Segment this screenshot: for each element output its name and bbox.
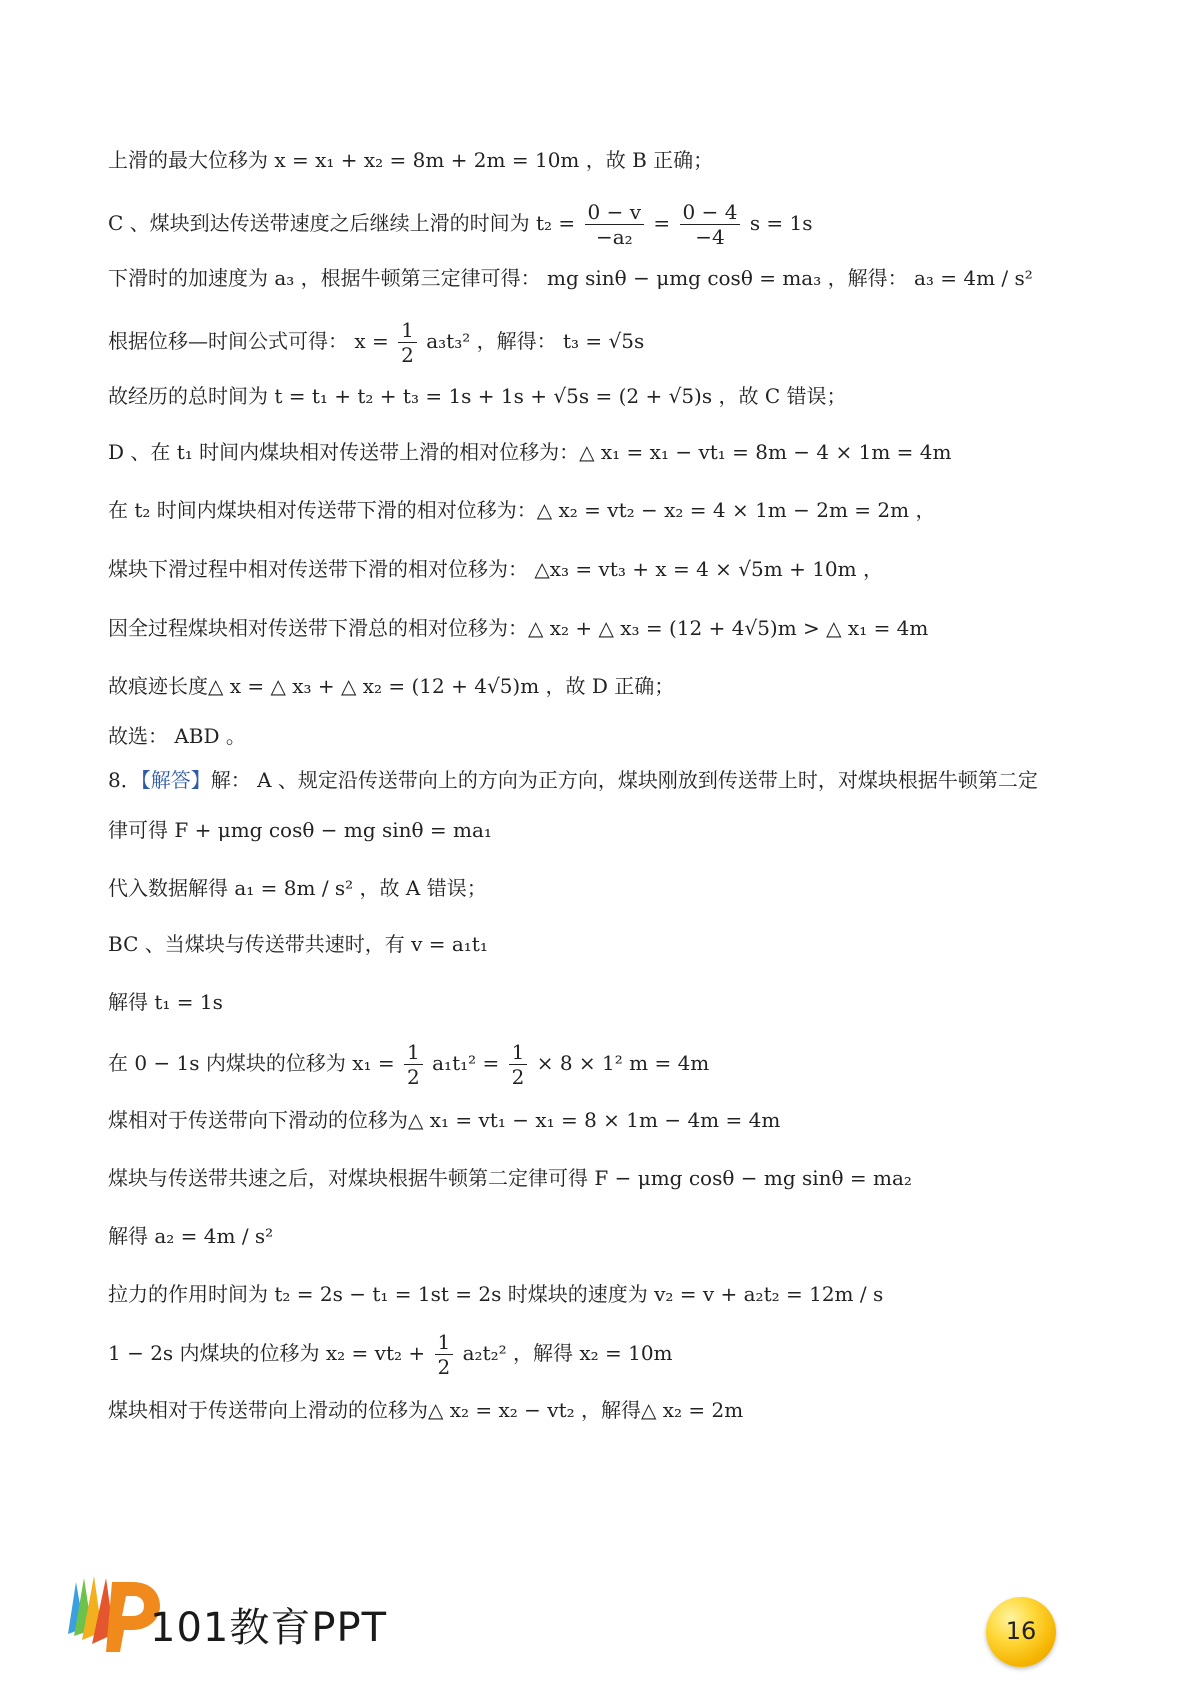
text-line-with-fraction: 根据位移—时间公式可得： x = $\frac{1}{2}$ a₃t₃² ，解得： t₃ = √5s	[108, 318, 645, 367]
text-line: 代入数据解得 a₁ = 8m / s² ，故 A 错误；	[108, 876, 487, 900]
brand-name: 101教育PPT	[150, 1605, 388, 1651]
text-line: 因全过程煤块相对传送带下滑总的相对位移为：△ x₂ + △ x₃ = (12 + 4√5)m > △ x₁ = 4m	[108, 616, 929, 640]
fraction: $\frac{1}{2}$	[398, 318, 417, 367]
text-line: 解得 a₂ = 4m / s²	[108, 1224, 274, 1248]
fraction: $\frac{0 - 4}{-4}$	[680, 200, 741, 249]
text-line-with-fraction: 在 0 − 1s 内煤块的位移为 x₁ = $\frac{1}{2}$ a₁t₁² = $\frac{1}{2}$ × 8 × 1² m = 4m	[108, 1040, 710, 1089]
text-line: 煤块相对于传送带向上滑动的位移为△ x₂ = x₂ − vt₂ ，解得△ x₂ = 2m	[108, 1398, 744, 1422]
page-number: 16	[1005, 1617, 1037, 1645]
text-line: 下滑时的加速度为 a₃ ，根据牛顿第三定律可得： mg sinθ − μmg cosθ = ma₃ ，解得： a₃ = 4m / s²	[108, 266, 1033, 290]
fraction: $\frac{1}{2}$	[435, 1330, 454, 1379]
text-line: 煤块与传送带共速之后，对煤块根据牛顿第二定律可得 F − μmg cosθ − mg sinθ = ma₂	[108, 1166, 912, 1190]
text-line: 故选： ABD 。	[108, 724, 246, 748]
text-line: 解得 t₁ = 1s	[108, 990, 223, 1014]
text-line-with-fraction: C 、煤块到达传送带速度之后继续上滑的时间为 t₂ = $\frac{0 - v}{\text{−a₂}}$ = $\frac{0 - 4}{-4}$ s = 1s	[108, 200, 813, 249]
answer-heading: 8．【解答】解： A 、规定沿传送带向上的方向为正方向，煤块刚放到传送带上时，对煤块根据牛顿第二定	[108, 768, 1038, 792]
fraction: $\frac{1}{2}$	[509, 1040, 528, 1089]
text-line: 煤相对于传送带向下滑动的位移为△ x₁ = vt₁ − x₁ = 8 × 1m − 4m = 4m	[108, 1108, 781, 1132]
text-line: 律可得 F + μmg cosθ − mg sinθ = ma₁	[108, 818, 492, 842]
text-line: 故经历的总时间为 t = t₁ + t₂ + t₃ = 1s + 1s + √5s = (2 + √5)s ，故 C 错误；	[108, 384, 847, 408]
page-number-badge	[986, 1597, 1056, 1667]
fraction: $\frac{0 - v}{\text{−a₂}}$	[585, 200, 645, 249]
text-line: 故痕迹长度△ x = △ x₃ + △ x₂ = (12 + 4√5)m ，故 D 正确；	[108, 674, 675, 698]
text-line: D 、在 t₁ 时间内煤块相对传送带上滑的相对位移为：△ x₁ = x₁ − vt₁ = 8m − 4 × 1m = 4m	[108, 440, 952, 464]
text-line: BC 、当煤块与传送带共速时，有 v = a₁t₁	[108, 932, 488, 956]
text-line: 在 t₂ 时间内煤块相对传送带下滑的相对位移为：△ x₂ = vt₂ − x₂ = 4 × 1m − 2m = 2m ，	[108, 498, 936, 522]
fraction: $\frac{1}{2}$	[404, 1040, 423, 1089]
text-line: 拉力的作用时间为 t₂ = 2s − t₁ = 1st = 2s 时煤块的速度为 v₂ = v + a₂t₂ = 12m / s	[108, 1282, 884, 1306]
text-line: 上滑的最大位移为 x = x₁ + x₂ = 8m + 2m = 10m ，故 B 正确；	[108, 148, 714, 172]
text-line-with-fraction: 1 − 2s 内煤块的位移为 x₂ = vt₂ + $\frac{1}{2}$ a₂t₂² ，解得 x₂ = 10m	[108, 1330, 673, 1379]
text-line: 煤块下滑过程中相对传送带下滑的相对位移为： △x₃ = vt₃ + x = 4 × √5m + 10m ，	[108, 557, 883, 581]
answer-tag: 【解答】	[140, 768, 211, 792]
